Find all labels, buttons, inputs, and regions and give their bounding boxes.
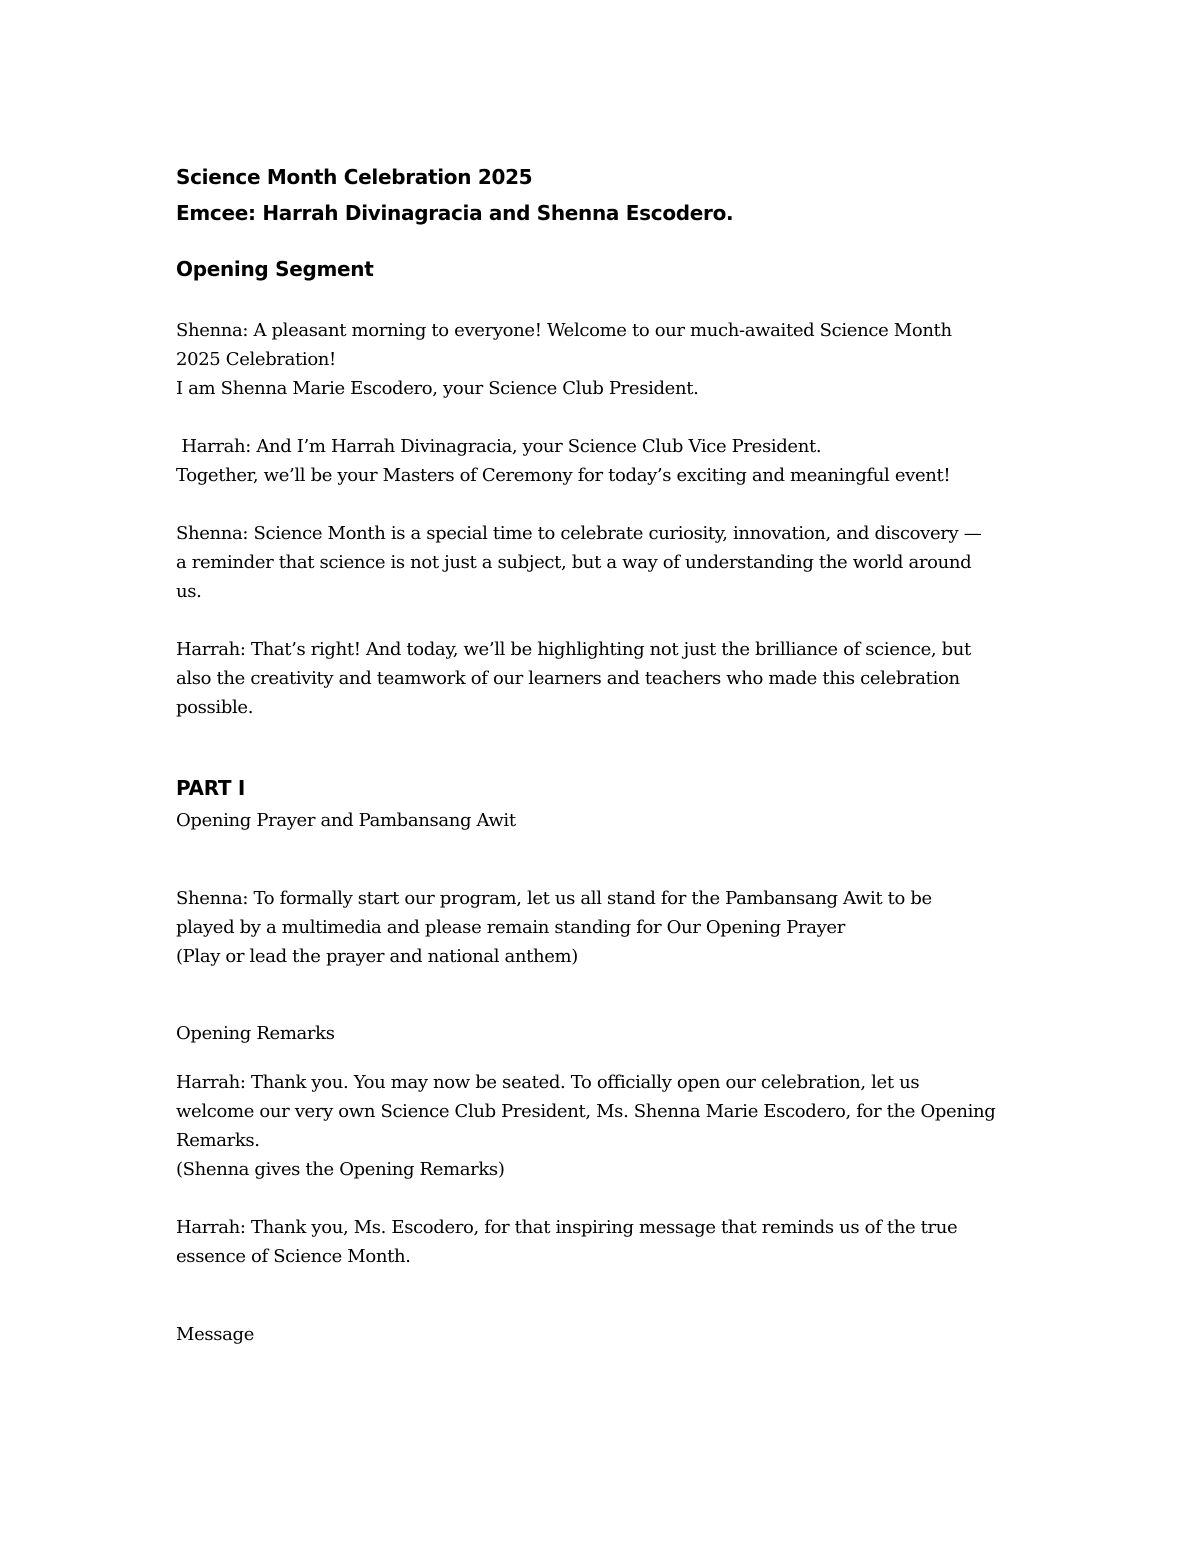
text-line: Message bbox=[176, 1324, 255, 1345]
text-line: Remarks. bbox=[176, 1130, 260, 1151]
text-line: essence of Science Month. bbox=[176, 1246, 411, 1267]
opening-paragraph-3 bbox=[176, 519, 1026, 606]
text-line: (Play or lead the prayer and national anthem) bbox=[176, 946, 578, 967]
opening-paragraph-2 bbox=[176, 432, 1026, 490]
text-line: Together, we’ll be your Masters of Ceremony for today’s exciting and meaningful event! bbox=[176, 465, 951, 486]
text-line: a reminder that science is not just a subject, but a way of understanding the world around bbox=[176, 552, 972, 573]
message-heading bbox=[176, 1320, 1026, 1349]
text-line: possible. bbox=[176, 697, 254, 718]
part-one-subheading bbox=[176, 806, 1026, 835]
text-line: I am Shenna Marie Escodero, your Science Club President. bbox=[176, 378, 699, 399]
text-line: Opening Remarks bbox=[176, 1023, 335, 1044]
text-line: Shenna: A pleasant morning to everyone! Welcome to our much-awaited Science Month bbox=[176, 320, 952, 341]
text-line: Harrah: Thank you. You may now be seated. To officially open our celebration, let us bbox=[176, 1072, 920, 1093]
text-line: us. bbox=[176, 581, 202, 602]
text-line: Opening Prayer and Pambansang Awit bbox=[176, 810, 516, 831]
opening-remarks-heading bbox=[176, 1019, 1026, 1048]
opening-segment-heading: Opening Segment bbox=[176, 257, 374, 281]
text-line: welcome our very own Science Club President, Ms. Shenna Marie Escodero, for the Opening bbox=[176, 1101, 996, 1122]
text-line: played by a multimedia and please remain standing for Our Opening Prayer bbox=[176, 917, 845, 938]
text-line: Shenna: Science Month is a special time to celebrate curiosity, innovation, and discovery — bbox=[176, 523, 982, 544]
opening-paragraph-1 bbox=[176, 316, 1026, 403]
text-line: also the creativity and teamwork of our learners and teachers who made this celebration bbox=[176, 668, 960, 689]
emcee-line: Emcee: Harrah Divinagracia and Shenna Escodero. bbox=[176, 201, 734, 225]
part-one-paragraph-3 bbox=[176, 1213, 1026, 1271]
document-title: Science Month Celebration 2025 bbox=[176, 165, 533, 189]
text-line: Harrah: Thank you, Ms. Escodero, for that inspiring message that reminds us of the true bbox=[176, 1217, 958, 1238]
part-one-heading: PART I bbox=[176, 776, 246, 800]
text-line: (Shenna gives the Opening Remarks) bbox=[176, 1159, 505, 1180]
opening-paragraph-4 bbox=[176, 635, 1026, 722]
part-one-paragraph-1 bbox=[176, 884, 1026, 971]
text-line: Harrah: And I’m Harrah Divinagracia, your Science Club Vice President. bbox=[176, 436, 822, 457]
part-one-paragraph-2 bbox=[176, 1068, 1026, 1184]
text-line: Harrah: That’s right! And today, we’ll be highlighting not just the brilliance of science, but bbox=[176, 639, 971, 660]
text-line: Shenna: To formally start our program, let us all stand for the Pambansang Awit to be bbox=[176, 888, 932, 909]
text-line: 2025 Celebration! bbox=[176, 349, 336, 370]
